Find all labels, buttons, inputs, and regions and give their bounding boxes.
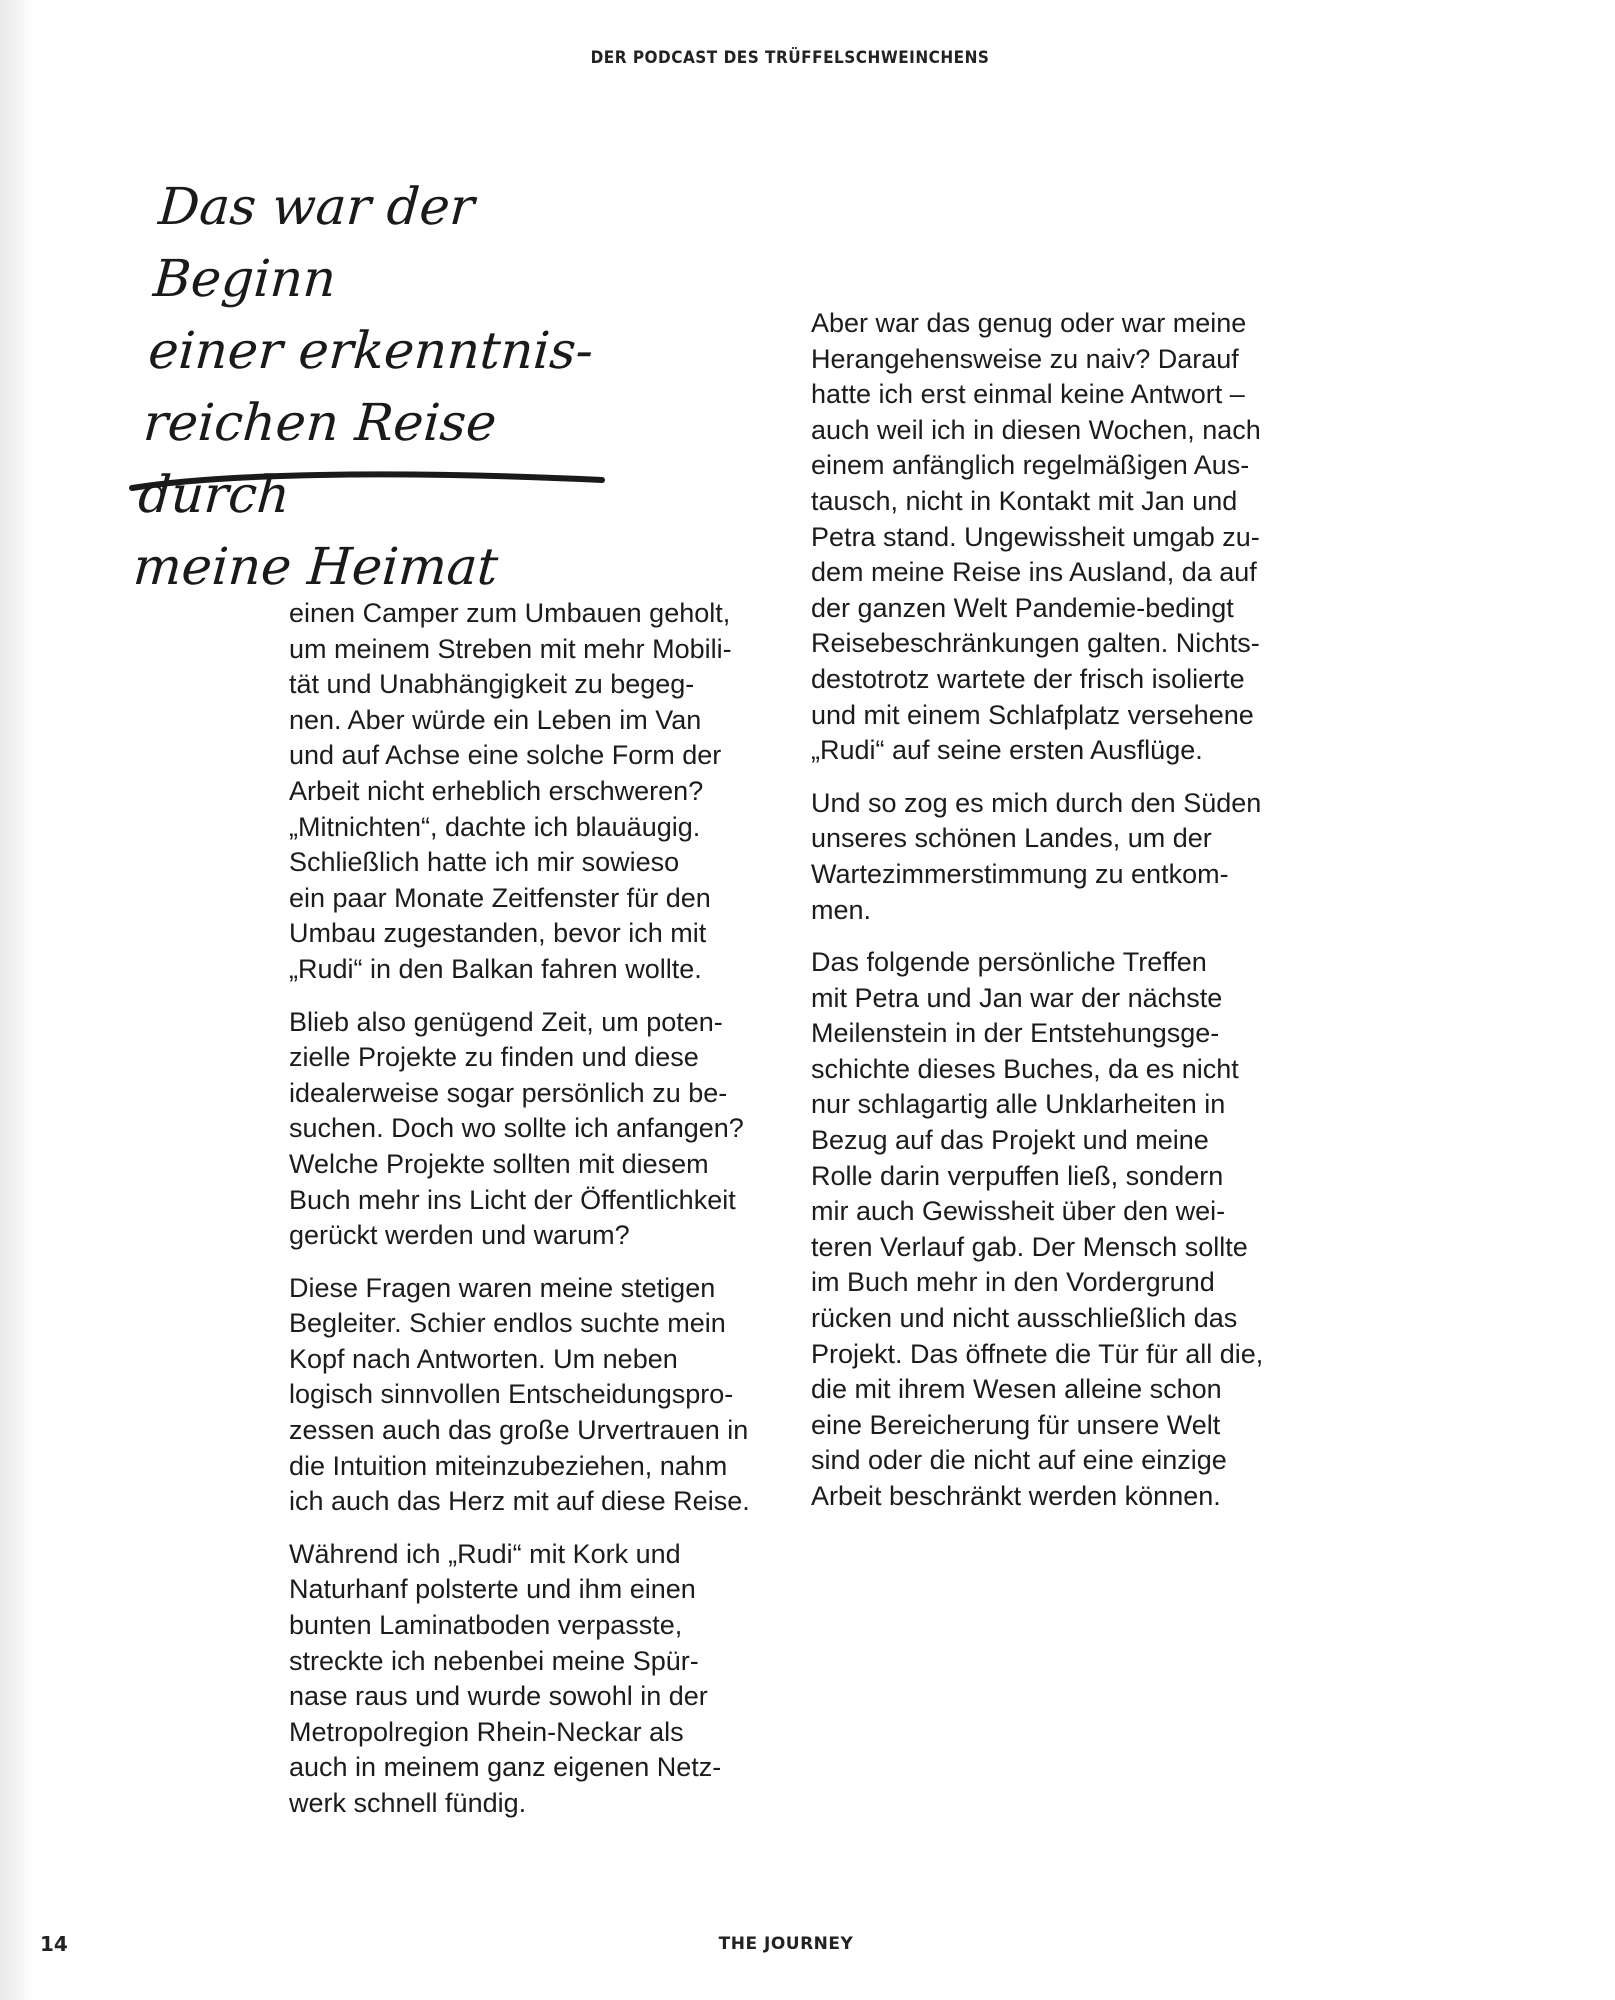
paragraph: Diese Fragen waren meine stetigen Begleiter. Schier endlos suchte mein Kopf nach Antworten. Um neben logisch sinnvollen Entscheidungspro- zessen auch das große Urvertrauen in die Intuition miteinzubeziehen, nahm ich auch das Herz mit auf diese Reise. [289, 1272, 750, 1517]
pull-quote-underline [128, 466, 608, 496]
paragraph: Aber war das genug oder war meine Herangehensweise zu naiv? Darauf hatte ich erst einmal keine Antwort – auch weil ich in diesen Wochen, nach einem anfänglich regelmäßigen Aus- tausch, nicht in Kontakt mit Jan und Petra stand. Ungewissheit umgab zu- dem meine Reise ins Ausland, da auf der ganzen Welt Pandemie-bedingt Reisebeschränkungen galten. Nichts- destotrotz wartete der frisch isolierte und mit einem Schlafplatz versehene „Rudi“ auf seine ersten Ausflüge. [811, 308, 1261, 766]
running-footer: THE JOURNEY [718, 1934, 854, 1954]
body-column-left [289, 596, 769, 1839]
running-header: DER PODCAST DES TRÜFFELSCHWEINCHENS [590, 48, 990, 68]
paragraph: Und so zog es mich durch den Süden unseres schönen Landes, um der Wartezimmerstimmung zu entkom- men. [811, 787, 1262, 925]
paragraph: einen Camper zum Umbauen geholt, um meinem Streben mit mehr Mobili- tät und Unabhängigkeit zu begeg- nen. Aber würde ein Leben im Van und auf Achse eine solche Form der Arbeit nicht erheblich erschweren? „Mitnichten“, dachte ich blauäugig. Schließlich hatte ich mir sowieso ein paar Monate Zeitfenster für den Umbau zugestanden, bevor ich mit „Rudi“ in den Balkan fahren wollte. [289, 598, 732, 984]
page-number: 14 [40, 1932, 68, 1956]
paragraph: Während ich „Rudi“ mit Kork und Naturhanf polsterte und ihm einen bunten Laminatboden verpasste, streckte ich nebenbei meine Spür- nase raus und wurde sowohl in der Metropolregion Rhein-Neckar als auch in meinem ganz eigenen Netz- werk schnell fündig. [289, 1538, 722, 1818]
paragraph: Blieb also genügend Zeit, um poten- zielle Projekte zu finden und diese idealerweise sogar persönlich zu be- suchen. Doch wo sollte ich anfangen? Welche Projekte sollten mit diesem Buch mehr ins Licht der Öffentlichkeit gerückt werden und warum? [289, 1006, 744, 1251]
body-column-right [811, 306, 1291, 1532]
page-gutter-shadow [0, 0, 34, 2000]
pull-quote: Das war der Beginn einer erkenntnis- reichen Reise durch meine Heimat [131, 178, 596, 597]
paragraph: Das folgende persönliche Treffen mit Petra und Jan war der nächste Meilenstein in der Entstehungsge- schichte dieses Buches, da es nicht nur schlagartig alle Unklarheiten in Bezug auf das Projekt und meine Rolle darin verpuffen ließ, sondern mir auch Gewissheit über den wei- teren Verlauf gab. Der Mensch sollte im Buch mehr in den Vordergrund rücken und nicht ausschließlich das Projekt. Das öffnete die Tür für all die, die mit ihrem Wesen alleine schon eine Bereicherung für unsere Welt sind oder die nicht auf eine einzige Arbeit beschränkt werden können. [811, 947, 1264, 1511]
